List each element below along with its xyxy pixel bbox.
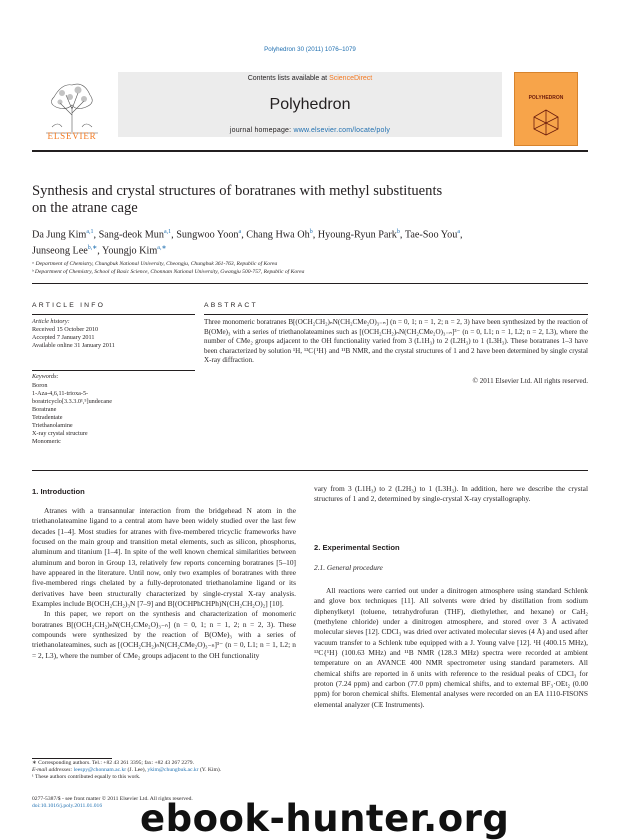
author-affiliation-mark[interactable]: a,1 — [86, 229, 94, 235]
author: Hyoung-Ryun Park — [317, 229, 397, 241]
affiliation-b: ᵇ Department of Chemistry, School of Basic Science, Chonnam National University, Gwangju 500-757, Republic of Korea — [32, 269, 305, 275]
sciencedirect-link[interactable]: ScienceDirect — [329, 75, 373, 82]
copyright-notice: © 2011 Elsevier Ltd. All rights reserved. — [472, 377, 588, 385]
keyword: Boratrane — [32, 406, 57, 413]
cover-molecule-icon — [524, 107, 568, 137]
footnotes — [32, 760, 296, 782]
paragraph: All reactions were carried out under a dinitrogen atmosphere using standard Schlenk and glove box techniques [11]. All solvents were dried by distillation from sodium diphenylketyl (toluene, tetrahydrofuran (THF), diethylether, and hexane) or CaH₂ (methylene chloride) under a dinitrogen atmosphere, and stored over 3 Å activated molecular sieves [12]. CDCl₃ was dried over activated molecular sieves (4 Å) and used after vacuum transfer to a Schlenk tube equipped with a J. Young valve [12]. ¹H (400.15 MHz), ¹³C{¹H} (100.63 MHz) and ¹¹B NMR (128.3 MHz) spectra were recorded at ambient temperature on an AVANCE 400 NMR spectrometer using standard parameters. All chemical shifts are reported in δ units with reference to the residual peaks of CDCl₃ for proton (7.24 ppm) and carbon (77.0 ppm) chemical shifts, and to external BF₃·OEt₂ (0.00 ppm) for boron chemical shifts. Elemental analyses were recorded on an EA 1110-FISONS elemental analyzer (CE Instruments). — [314, 586, 588, 709]
author-affiliation-mark[interactable]: b — [309, 229, 313, 235]
authors-line-1: Da Jung Kim$^{a,1}$, Sang-deok Mun$^{a,1}$, Sungwoo Yoon$^a$, Chang Hwa Oh$^b$, Hyoung-Ryun Park$^b$, Tae-Soo You$^a$, — [32, 229, 463, 241]
author: Junseong Lee — [32, 245, 88, 257]
keyword: X-ray crystal structure — [32, 430, 88, 437]
paragraph: In this paper, we report on the synthesis and characterization of monomeric boratranes B[(OCH₂CH₂)ₙN(CH₂CMe₂O)₃₋ₙ] (n = 0, 1; n = 1, 2; n = 2, 3). These compounds were synthesized by the reaction of B(OMe)₃ with a series of triethanolateamines, such as [(OCH₂CH₂)ₙN(CH₂CMe₂O)₃₋ₙ]³⁻ (n = 0, L1; n = 1, L2; n = 2, L3), where the number of CMe₂ groups adjacent to the OH functionality — [32, 609, 296, 660]
contents-prefix: Contents lists available at — [247, 75, 330, 82]
article-history — [32, 318, 195, 350]
author-affiliation-mark[interactable]: a — [457, 229, 460, 235]
author: Sungwoo Yoon — [176, 229, 239, 241]
divider — [32, 283, 588, 284]
right-column-continuation: vary from 3 (L1H₃) to 2 (L2H₃) to 1 (L3H₃). In addition, here we describe the crystal structures of 1 and 2, determined by single-crystal X-ray crystallography. — [314, 484, 588, 504]
homepage-link[interactable]: www.elsevier.com/locate/poly — [293, 127, 391, 134]
divider — [32, 470, 588, 471]
email-owner: (J. Lee), — [126, 767, 148, 774]
history-label: Article history: — [32, 318, 70, 325]
doi-link[interactable]: doi:10.1016/j.poly.2011.01.016 — [32, 803, 103, 810]
journal-reference[interactable]: Polyhedron 30 (2011) 1076–1079 — [264, 46, 356, 53]
author-affiliation-mark[interactable]: b — [396, 229, 400, 235]
author-affiliation-mark[interactable]: a,∗ — [157, 244, 167, 251]
author: Da Jung Kim — [32, 229, 87, 241]
divider — [32, 314, 195, 315]
keyword: Tetradentate — [32, 414, 63, 421]
author: Youngjo Kim — [101, 245, 158, 257]
author: Tae-Soo You — [404, 229, 458, 241]
footnote-rule — [32, 758, 112, 759]
left-column — [32, 506, 296, 661]
authors-line-2: Junseong Lee$^{b,∗}$, Youngjo Kim$^{a,∗}$ — [32, 244, 167, 257]
author-list — [32, 226, 588, 258]
title-line-2: on the atrane cage — [32, 200, 138, 216]
keywords — [32, 373, 195, 446]
accepted-date: Accepted 7 January 2011 — [32, 334, 95, 341]
divider — [32, 370, 195, 371]
journal-cover-thumbnail[interactable] — [514, 72, 578, 146]
equal-contribution-note: ¹ These authors contributed equally to this work. — [32, 774, 141, 781]
keyword: Monomeric — [32, 438, 61, 445]
subsection-heading-general-procedure: 2.1. General procedure — [314, 563, 383, 572]
abstract-heading: ABSTRACT — [204, 302, 258, 309]
header-rule — [32, 150, 588, 152]
journal-title: Polyhedron — [269, 96, 351, 113]
author-affiliation-mark[interactable]: a — [238, 229, 242, 235]
email-label: E-mail addresses: — [32, 767, 73, 774]
article-info-heading: ARTICLE INFO — [32, 302, 106, 309]
right-column — [314, 586, 588, 710]
title-line-1: Synthesis and crystal structures of boratranes with methyl substituents — [32, 183, 443, 199]
cover-title: POLYHEDRON — [528, 95, 564, 101]
author-affiliation-mark[interactable]: a,1 — [163, 229, 172, 235]
email-link[interactable]: leespy@chonnam.ac.kr — [73, 767, 127, 774]
affiliation-a: ᵃ Department of Chemistry, Chungbuk National University, Cheongju, Chungbuk 361-763, Republic of Korea — [32, 261, 278, 267]
issn-line: 0277-5387/$ - see front matter © 2011 Elsevier Ltd. All rights reserved. — [32, 796, 193, 802]
online-date: Available online 31 January 2011 — [32, 342, 115, 349]
keyword: boratricyclo[3.3.3.0¹,⁵]undecane — [32, 398, 112, 405]
abstract-text: Three monomeric boratranes B[(OCH₂CH₂)ₙN(CH₂CMe₂O)₃₋ₙ] (n = 0, 1; n = 1, 2; n = 2, 3) have been synthesized by the reaction of B(OMe)₃ with a series of triethanolateamines such as [(OCH₂CH₂)ₙN(CH₂CMe₂O)₃₋ₙ]³⁻ (n = 0, L1; n = 1, L2; n = 2, L3), where the number of CMe₂ groups adjacent to the OH functionality varied from 3 (L1H₃) to 2 (L2H₃) to 1 (L3H₃). These boratranes 1–3 have been characterized by solution ¹H, ¹³C{¹H} and ¹¹B NMR, and the crystal structures of 1 and 2 have been determined by single crystal X-ray diffraction. — [204, 318, 588, 365]
contents-line — [118, 75, 502, 82]
homepage-label: journal homepage: — [229, 127, 294, 134]
received-date: Received 15 October 2010 — [32, 326, 99, 333]
watermark: ebook-hunter.org — [140, 797, 510, 840]
section-heading-introduction: 1. Introduction — [32, 487, 85, 496]
article-title — [32, 183, 588, 217]
email-link[interactable]: ykim@chungbuk.ac.kr — [147, 767, 199, 774]
corresponding-author-note: ∗ Corresponding authors. Tel.: +82 43 261 3395; fax: +82 43 267 2279. — [32, 760, 194, 766]
keywords-label: Keywords: — [32, 373, 59, 380]
keyword: Triethanolamine — [32, 422, 73, 429]
keyword: 1-Aza-4,6,11-trioxa-5- — [32, 390, 89, 397]
email-line — [32, 767, 296, 774]
email-owner: (Y. Kim). — [198, 767, 222, 774]
journal-masthead — [118, 72, 502, 137]
author: Sang-deok Mun — [98, 229, 164, 241]
journal-homepage — [118, 127, 502, 134]
publisher-name: ELSEVIER — [47, 131, 97, 141]
paragraph: Atranes with a transannular interaction from the bridgehead N atom in the triethanolateamine ligand to a central atom have been widely studied over the last few decades [1–4]. Most studies for atranes with five-membered tricyclic frameworks have focused on the main group and transition metal elements, such as silicon, phosphorus, aluminum and titanium [1–4]. In spite of the well known chemical similarities between aluminum and boron in Group 13, relatively few reports concerning boratranes [5–10] have appeared in the literature. Until now, only two examples of boratranes with three five-membered rings chelated by a fully-deprotonated triethanolamine ligand or its derivatives have been structurally characterized by single-crystal X-ray analysis. Examples include B(OCH₂CH₂)₃N [7–9] and B[(OCHPhCHPh)N(CH₂CH₂O)₂] [10]. — [32, 506, 296, 609]
author-affiliation-mark[interactable]: b,∗ — [87, 244, 98, 251]
divider — [204, 314, 588, 315]
keyword: Boron — [32, 382, 48, 389]
section-heading-experimental: 2. Experimental Section — [314, 543, 400, 552]
author: Chang Hwa Oh — [246, 229, 310, 241]
